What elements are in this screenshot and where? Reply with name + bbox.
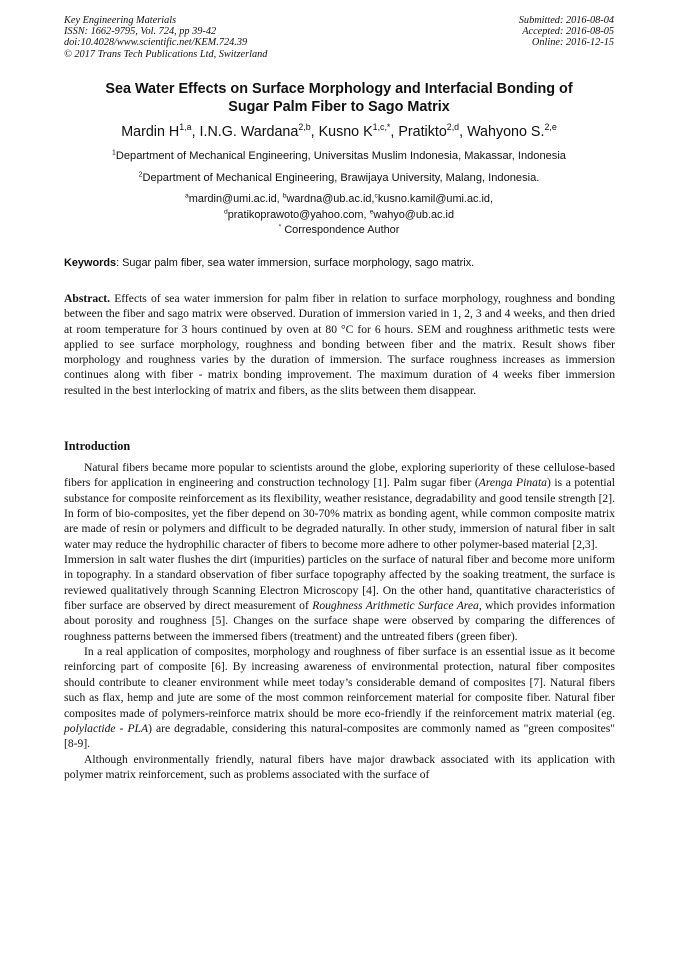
author-5: Wahyono S. <box>467 124 545 140</box>
introduction-body <box>64 460 615 782</box>
submitted-date: Submitted: 2016-08-04 <box>518 15 614 26</box>
affiliation-1: $^1$Department of Mechanical Engineering, Universitas Muslim Indonesia, Makassar, Indonesia <box>112 149 566 162</box>
journal-name: Key Engineering Materials <box>64 15 177 26</box>
paragraph-3: In a real application of composites, morphology and roughness of fiber surface is an essential issue as it become reinforcing part of composite [6]. By increasing awareness of environmental protection, natural fiber composites should contribute to cleaner environment while meet today’s considerable demand of composites [7]. Natural fibers such as flax, hemp and jute are some of the most common reinforcement material for composite fiber. Natural fiber composites made of polymers-reinforce matrix should be more eco-friendly if the reinforcement matrix material (eg. polylactide - PLA) are degradable, considering this natural-composites are commonly named as "green composites" [8-9]. <box>64 645 615 751</box>
journal-doi: doi:10.4028/www.scientific.net/KEM.724.39 <box>64 37 248 49</box>
submission-dates <box>519 15 614 49</box>
author-emails: $^a$mardin@umi.ac.id, $^b$wardna@ub.ac.id,$^c$kusno.kamil@umi.ac.id, $^d$pratikoprawoto@yahoo.com, $^e$wahyo@ub.ac.id * Correspondence Author <box>20 192 658 239</box>
author-1: Mardin H <box>121 124 180 140</box>
title-line-2: Sugar Palm Fiber to Sago Matrix <box>228 99 450 115</box>
keywords-label: Keywords <box>64 257 117 269</box>
correspondence-note: * Correspondence Author <box>278 223 400 236</box>
author-3: Kusno K <box>318 124 373 140</box>
author-2: I.N.G. Wardana <box>199 124 299 140</box>
paragraph-1: Natural fibers became more popular to scientists around the globe, exploring superiority of these cellulose-based fibers for application in engineering and construction technology [1]. Palm sugar fiber (Arenga Pinata) is a potential substance for composite reinforcement as its flexibility, weather resistance, degradability and good tensile strength [2]. In form of bio-composites, yet the fiber depend on 30-70% matrix as bonding agent, while common composite matrix are made of resin or polymers and difficult to be degraded naturally. In other study, immersion of natural fiber in salt water may reduce the hydrophilic character of fibers to become more adhere to other polymer-based material [2,3]. <box>64 461 616 551</box>
paragraph-4: Although environmentally friendly, natural fibers have major drawback associated with its application with polymer matrix reinforcement, such as problems associated with the surface of <box>64 752 615 781</box>
author-list: Mardin H$^{1,a}$, I.N.G. Wardana$^{2,b}$, Kusno $K^{1,c,*}$, Pratikto$^{2,d}$, Wahyono S.$^{2,e}$ <box>121 122 557 140</box>
email-c[interactable]: kusno.kamil@umi.ac.id, <box>377 193 493 205</box>
journal-info <box>64 15 267 60</box>
email-a[interactable]: mardin@umi.ac.id, <box>188 193 280 205</box>
affiliation-2: $^2$Department of Mechanical Engineering, Brawijaya University, Malang, Indonesia. <box>138 171 540 184</box>
keywords-text: : Sugar palm fiber, sea water immersion, surface morphology, sago matrix. <box>116 257 475 269</box>
author-4: Pratikto <box>398 124 447 140</box>
email-d[interactable]: pratikoprawoto@yahoo.com, <box>227 208 367 221</box>
abstract-text: Effects of sea water immersion for palm fiber in relation to surface morphology, roughness and bonding between the fiber and sago matrix were observed. Duration of immersion varied in 1, 2, 3 and 4 weeks, and then dried at room temperature for 3 hours continued by oven at 80 °C for 6 hours. SEM and roughness arithmetic tests were applied to see surface morphology, roughness and bonding between fiber and the matrix. Result shows fiber morphology and roughness varies by the duration of immersion. The surface roughness increases as immersion continues along with fiber - matrix bonding improvement. The maximum duration of 4 weeks fiber immersion resulted in the best interlocking of matrix and fibers, as the slits between them disappear. <box>64 292 615 397</box>
title-line-1: Sea Water Effects on Surface Morphology and Interfacial Bonding of <box>105 81 573 97</box>
section-heading-introduction: Introduction <box>64 439 131 453</box>
online-date: Online: 2016-12-15 <box>531 37 614 49</box>
abstract <box>64 291 615 398</box>
email-e[interactable]: wahyo@ub.ac.id <box>373 208 455 221</box>
accepted-date: Accepted: 2016-08-05 <box>522 26 614 38</box>
abstract-label: Abstract. <box>64 292 111 305</box>
paper-title <box>40 80 638 116</box>
journal-copyright: © 2017 Trans Tech Publications Ltd, Switzerland <box>64 48 268 60</box>
email-b[interactable]: wardna@ub.ac.id, <box>286 193 375 205</box>
paragraph-2: Immersion in salt water flushes the dirt (impurities) particles on the surface of natural fiber and become more uniform in topography. In a standard observation of fiber surface topography affected by the soaking treatment, the surface is reviewed qualitatively through Scanning Electron Microscopy [4]. On the other hand, quantitative characteristics of fiber surface are observed by direct measurement of Roughness Arithmetic Surface Area, which provides information about porosity and roughness [5]. Changes on the surface shape were observed by comparing the differences of roughness patterns between the immersed fibers (treatment) and the untreated fibers (green fiber). <box>64 553 616 643</box>
keywords <box>64 256 615 270</box>
journal-issn: ISSN: 1662-9795, Vol. 724, pp 39-42 <box>64 26 217 38</box>
